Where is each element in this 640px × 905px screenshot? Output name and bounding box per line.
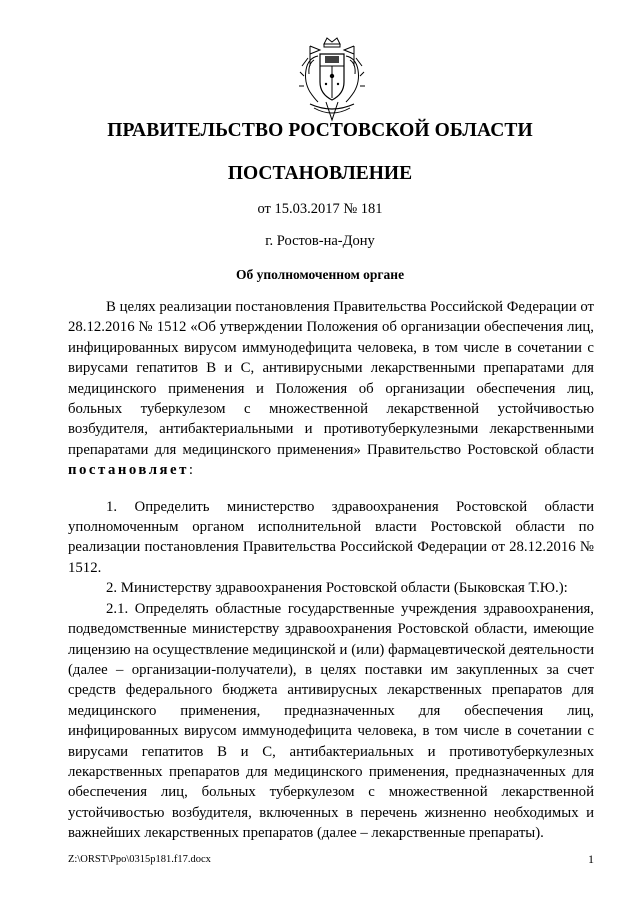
item-2-paragraph: 2. Министерству здравоохранения Ростовской области (Быковская Т.Ю.):	[106, 580, 568, 597]
document-type-heading: ПОСТАНОВЛЕНИЕ	[227, 163, 413, 184]
footer-page-number: 1	[588, 852, 594, 866]
preamble-paragraph	[68, 297, 594, 481]
document-city: г. Ростов-на-Дону	[265, 233, 375, 249]
footer-file-path: Z:\ORST\Ppo\0315p181.f17.docx	[68, 854, 211, 865]
organization-title: ПРАВИТЕЛЬСТВО РОСТОВСКОЙ ОБЛАСТИ	[107, 120, 533, 141]
document-date-number: от 15.03.2017 № 181	[257, 201, 383, 217]
item-1-paragraph: 1. Определить министерство здравоохранения Ростовской области уполномоченным органом исполнительной власти Ростовской области по реализации постановления Правительства Российской Федерации от 28.12.2016 № 1512.	[68, 498, 594, 576]
document-subject: Об уполномоченном органе	[235, 267, 405, 282]
coat-of-arms-emblem	[296, 36, 368, 124]
preamble-end: :	[188, 462, 193, 479]
preamble-text: В целях реализации постановления Правительства Российской Федерации от 28.12.2016 № 1512 «Об утверждении Положения об организации обеспечения лиц, инфицированных вирусом иммунодефицита человека, в том числе в сочетании с вирусами гепатитов В и С, антивирусными лекарственными препаратами для медицинского применения и Положения об организации обеспечения лиц, больных туберкулезом с множественной лекарственной устойчивостью возбудителя, антибактериальными и противотуберкулезными лекарственными препаратами для медицинского применения» Правительство Ростовской области	[68, 299, 594, 458]
preamble-verb: постановляет	[68, 462, 189, 479]
document-body	[68, 297, 594, 844]
item-2-1-paragraph: 2.1. Определять областные государственные учреждения здравоохранения, подведомственные министерству здравоохранения Ростовской области, имеющие лицензию на осуществление медицинской и (или) фармацевтической деятельности (далее – организации-получатели), в целях поставки им закупленных за счет средств федерального бюджета антивирусных лекарственных препаратов для медицинского применения, предназначенных для обеспечения лиц, инфицированных вирусом иммунодефицита человека, в том числе в сочетании с вирусами гепатитов В и С, антибактериальных и противотуберкулезных лекарственных препаратов для медицинского применения, предназначенных для обеспечения лиц, больных туберкулезом с множественной лекарственной устойчивостью возбудителя, включенных в перечень жизненно необходимых и важнейших лекарственных препаратов (далее – лекарственные препараты).	[68, 600, 594, 842]
